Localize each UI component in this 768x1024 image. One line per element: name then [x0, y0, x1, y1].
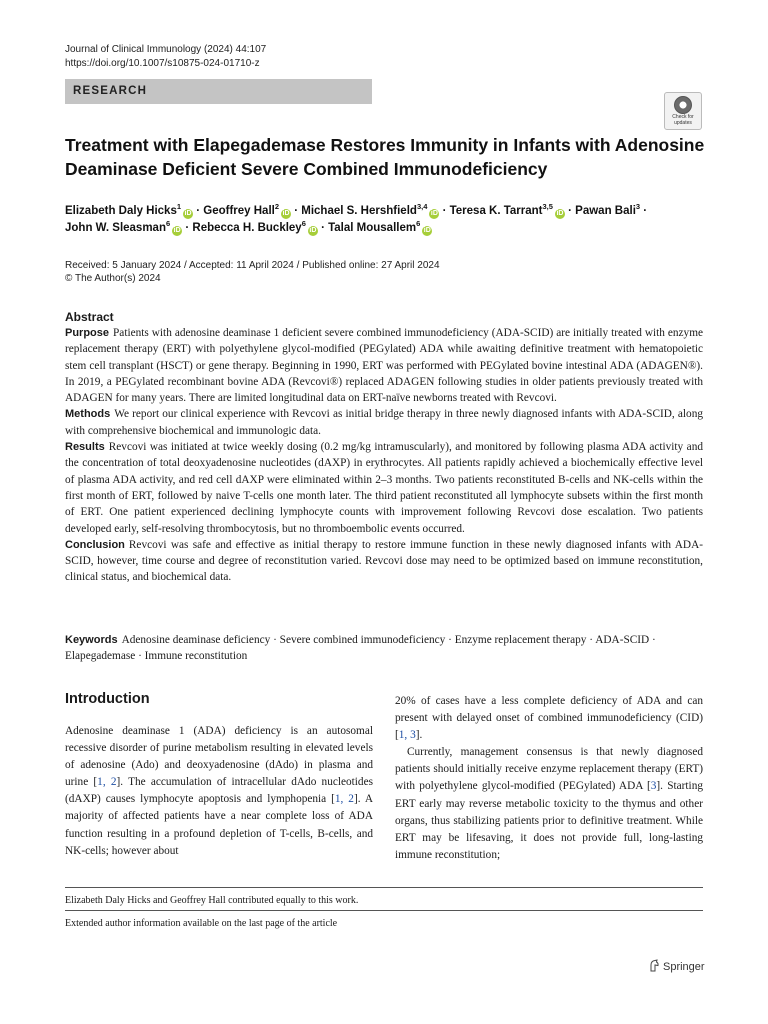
body-text: Currently, management consensus is that newly diagnosed patients should initially receive enzyme replacement therapy (ERT) with polyethylene glycol-modified (PEGylated) ADA [	[395, 746, 703, 793]
affiliation-marker: 3,4	[416, 202, 428, 212]
contribution-footnote: Elizabeth Daly Hicks and Geoffrey Hall contributed equally to this work.	[65, 895, 359, 906]
abstract-text: Patients with adenosine deaminase 1 deficient severe combined immunodeficiency (ADA-SCID) are initially treated with enzyme replacement therapy (ERT) with polyethylene glycol-modified (PEGylated) ADA while awaiting definitive treatment with hematopoietic stem cell transplant (HSCT) or gene therapy. Beginning in 1990, ERT was performed with PEGylated bovine intestinal ADA (ADAGEN®). In 2019, a PEGylated recombinant bovine ADA (Revcovi®) replaced ADAGEN following studies in older patients previously treated with ADAGEN for many years. There are limited longitudinal data on ERT-naïve newborns treated with Revcovi.	[65, 327, 703, 405]
orcid-icon[interactable]: iD	[184, 210, 192, 217]
intro-paragraph	[395, 693, 703, 744]
abstract-label: Results	[65, 441, 105, 454]
abstract-label: Methods	[65, 408, 111, 421]
introduction-heading: Introduction	[65, 691, 150, 707]
orcid-icon[interactable]: iD	[309, 227, 317, 234]
body-text: 20% of cases have a less complete deficiency of ADA and can present with delayed onset of combined immunodeficiency (CID) [	[395, 695, 703, 742]
body-text: ]. A majority of affected patients have a near complete loss of ADA function resulting in a profound depletion of T-cells, B-cells, and NK-cells; however about	[65, 793, 373, 857]
author-name[interactable]: Talal Mousallem	[328, 222, 417, 234]
crossmark-icon	[674, 96, 692, 114]
keywords-text: Adenosine deaminase deficiency · Severe combined immunodeficiency · Enzyme replacement therapy · ADA-SCID · Elapegademase · Immune reconstitution	[65, 634, 656, 663]
author-name[interactable]: Teresa K. Tarrant	[449, 205, 543, 217]
affiliation-marker: 1	[176, 202, 182, 212]
citation-link[interactable]: 1, 2	[97, 776, 117, 789]
abstract-methods	[65, 406, 703, 439]
check-for-updates-button[interactable]	[664, 92, 702, 130]
orcid-icon[interactable]: iD	[556, 210, 564, 217]
orcid-icon[interactable]: iD	[423, 227, 431, 234]
right-column	[395, 693, 703, 864]
author-name[interactable]: John W. Sleasman	[65, 222, 166, 234]
abstract-heading: Abstract	[65, 310, 114, 324]
publication-dates	[65, 260, 440, 285]
article-title: Treatment with Elapegademase Restores Immunity in Infants with Adenosine Deaminase Deficient Severe Combined Immunodeficiency	[65, 135, 705, 179]
affiliation-marker: 2	[274, 202, 280, 212]
abstract-purpose	[65, 325, 703, 406]
citation-link[interactable]: 1, 3	[398, 729, 416, 742]
orcid-icon[interactable]: iD	[173, 227, 181, 234]
orcid-icon[interactable]: iD	[282, 210, 290, 217]
copyright: © The Author(s) 2024	[65, 272, 161, 284]
abstract-label: Purpose	[65, 327, 110, 339]
publisher-name: Springer	[663, 961, 705, 973]
abstract	[65, 309, 703, 586]
journal-citation: Journal of Clinical Immunology (2024) 44:107	[65, 44, 267, 55]
publisher-logo	[648, 959, 705, 973]
intro-paragraph	[395, 744, 703, 864]
author-list: Elizabeth Daly Hicks$^1$iD · Geoffrey Hall$^2$iD · Michael S. Hershfield$^{3,4}$iD · Teresa K. Tarrant$^{3,5}$iD · Pawan Bali$^3$ · John W. Sleasman$^6$iD · Rebecca H. Buckley$^6$iD · Talal Mousallem$^6$iD	[65, 202, 648, 234]
citation-link[interactable]: 1, 2	[334, 793, 354, 806]
author-name[interactable]: Geoffrey Hall	[203, 205, 275, 217]
body-text: ]. The accumulation of intracellular dAdo nucleotides (dAXP) causes lymphocyte apoptosis and lymphopenia [	[65, 776, 373, 806]
abstract-text: Revcovi was initiated at twice weekly dosing (0.2 mg/kg intramuscularly), and monitored by following plasma ADA activity and the concentration of total deoxyadenosine nucleotides (dAXP) in erythrocytes. All patients rapidly achieved a biochemically effective level of plasma ADA activity, and red cell dAXP were eliminated within 2–3 months. Two patients reconstituted B-cells and NK-cells within the first month of ERT, followed by naive T-cells one month later. The third patient reconstituted all lymphocyte subsets within the first month of ERT. One patient experienced declining lymphocyte counts with improvement following Revcovi dose escalation. Two patients developed early, self-resolving thrombocytosis, but no thromboembolic events occurred.	[65, 441, 703, 535]
author-name[interactable]: Michael S. Hershfield	[301, 205, 417, 217]
check-updates-text: Check for updates	[672, 114, 694, 126]
body-text: ]. Starting ERT early may reverse metabolic toxicity to the thymus and other organs, thus stabilizing patients prior to definitive treatment. While ERT may be lifesaving, it does not provide full, long-lasting immune reconstitution;	[395, 780, 703, 861]
intro-paragraph	[65, 723, 373, 860]
affiliation-marker: 3	[635, 202, 641, 212]
abstract-conclusion	[65, 537, 703, 586]
abstract-text: Revcovi was safe and effective as initial therapy to restore immune function in these newly diagnosed infants with ADA-SCID, however, time course and degree of reconstitution varied. Revcovi dose may need to be optimized based on immune reconstitution, clinical status, and biochemical data.	[65, 538, 703, 584]
abstract-text: We report our clinical experience with Revcovi as initial bridge therapy in three newly diagnosed infants with ADA-SCID, along with comprehensive biochemical and immunologic data.	[65, 408, 703, 437]
footnote-divider	[65, 910, 703, 911]
section-label: RESEARCH	[65, 79, 372, 104]
body-text: ].	[415, 729, 423, 742]
footnote-divider	[65, 887, 703, 888]
body-text: Adenosine deaminase 1 (ADA) deficiency is an autosomal recessive disorder of purine metabolism resulting in elevated levels of adenosine (Ado) and deoxyadenosine (dAdo) in plasma and urine [	[65, 725, 373, 789]
author-name[interactable]: Elizabeth Daly Hicks	[65, 205, 177, 217]
doi-link[interactable]: https://doi.org/10.1007/s10875-024-01710-z	[65, 58, 260, 69]
keywords	[65, 632, 705, 665]
affiliation-marker: 6	[165, 219, 171, 229]
journal-header	[65, 43, 266, 71]
springer-horse-icon	[648, 959, 660, 972]
affiliation-marker: 6	[301, 219, 306, 229]
citation-link[interactable]: 3	[650, 780, 657, 793]
affiliation-marker: 6	[416, 219, 421, 229]
affiliation-marker: 3,5	[542, 202, 553, 212]
abstract-label: Conclusion	[65, 538, 125, 551]
author-name[interactable]: Rebecca H. Buckley	[192, 222, 302, 234]
orcid-icon[interactable]: iD	[430, 210, 438, 217]
history-dates: Received: 5 January 2024 / Accepted: 11 April 2024 / Published online: 27 April 2024	[65, 260, 440, 271]
keywords-label: Keywords	[65, 634, 118, 646]
extended-info-footnote: Extended author information available on the last page of the article	[65, 918, 338, 929]
author-name[interactable]: Pawan Bali	[575, 205, 636, 217]
left-column	[65, 723, 373, 860]
abstract-results	[65, 439, 703, 537]
